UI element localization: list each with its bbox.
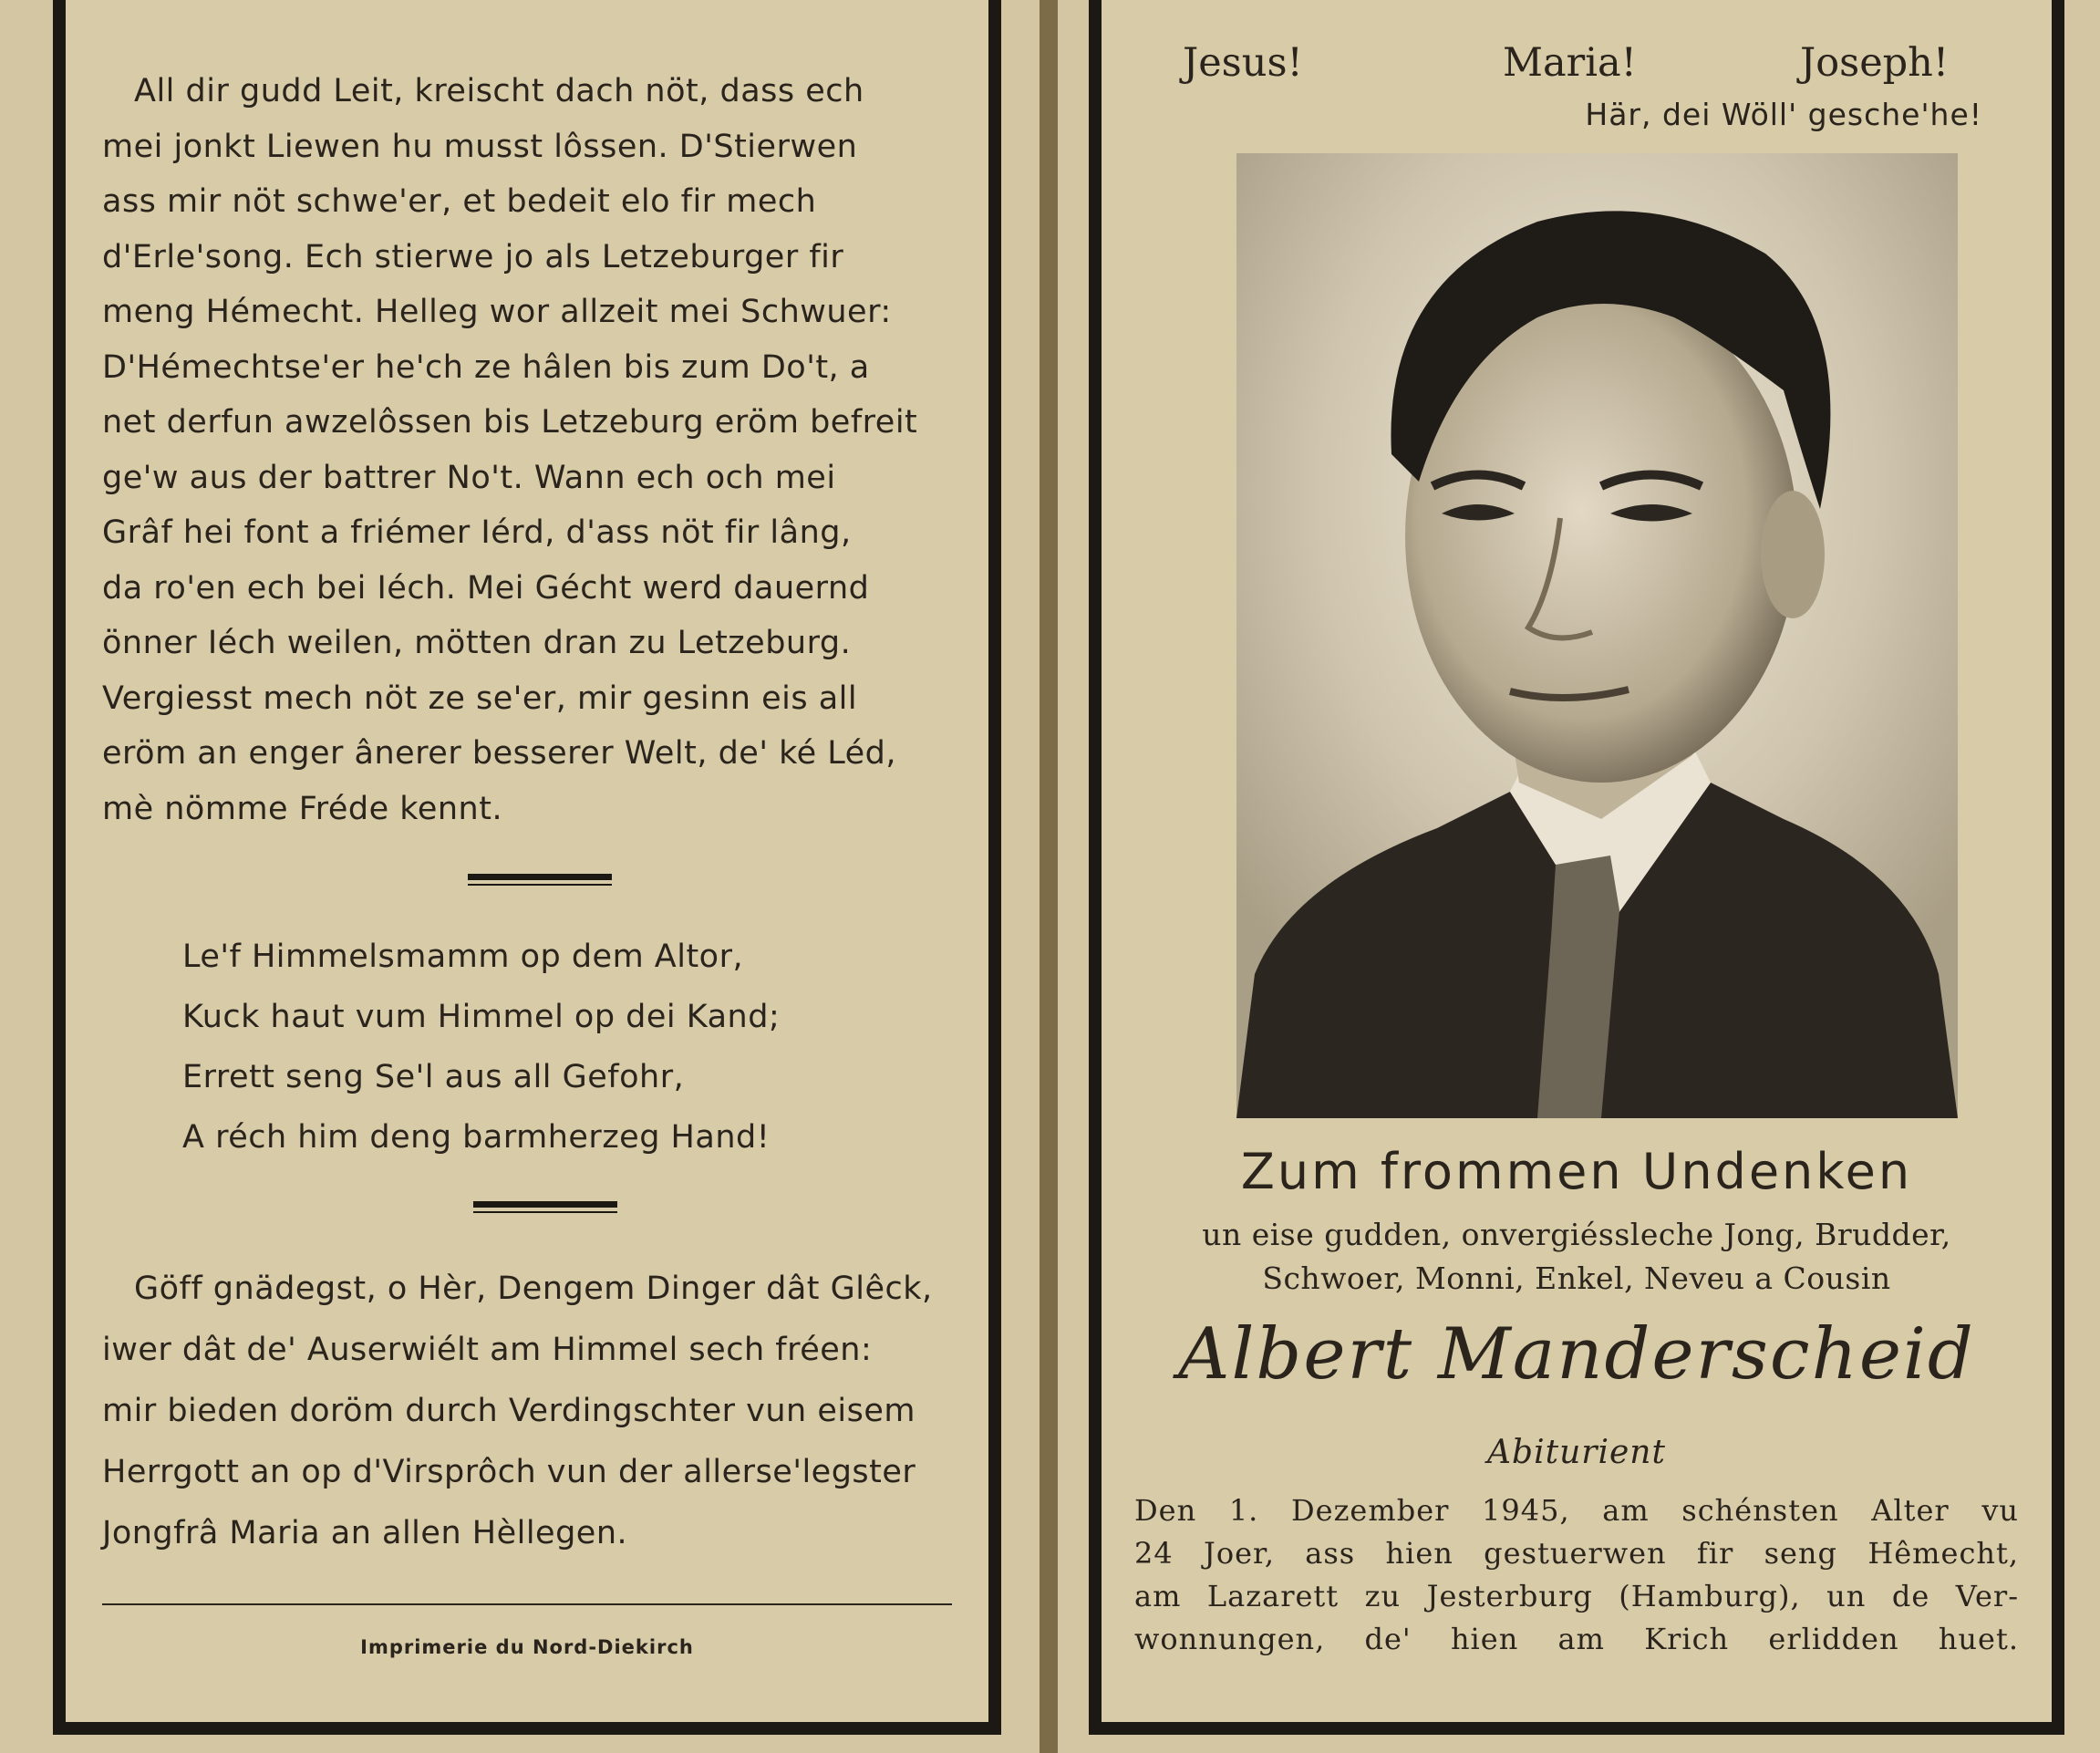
text-line: Jongfrâ Maria an allen Hèllegen. [102, 1515, 628, 1551]
text-line: iwer dât de' Auserwiélt am Himmel sech fréen: [102, 1332, 873, 1368]
text-line: mè nömme Fréde kennt. [102, 790, 503, 827]
left-page [0, 0, 1040, 1753]
text-line: ge'w aus der battrer No't. Wann ech och mei [102, 459, 836, 496]
poem-line: Kuck haut vum Himmel op dei Kand; [182, 999, 781, 1035]
portrait-photo [1236, 153, 1958, 1118]
obituary-line: Den 1. Dezember 1945, am schénsten Alter vu [1134, 1493, 2019, 1528]
occupation: Abiturient [1487, 1434, 1666, 1471]
poem [182, 927, 780, 1167]
text-line: mir bieden doröm durch Verdingschter vun eisem [102, 1393, 916, 1429]
right-page [1058, 0, 2100, 1753]
text-line: d'Erle'song. Ech stierwe jo als Letzeburger fir [102, 238, 844, 275]
obituary-text [1134, 1489, 2019, 1661]
motto: Här, dei Wöll' gesche'he! [1585, 97, 1982, 132]
footer-rule [102, 1603, 952, 1605]
text-line: mei jonkt Liewen hu musst lôssen. D'Stierwen [102, 128, 858, 165]
text-line: D'Hémechtse'er he'ch ze hâlen bis zum Do't, a [102, 348, 870, 386]
text-line: Vergiesst mech nöt ze se'er, mir gesinn eis all [102, 679, 858, 717]
poem-line: A réch him deng barmherzeg Hand! [182, 1119, 771, 1156]
family-line: Schwoer, Monni, Enkel, Neveu a Cousin [1262, 1260, 1891, 1296]
divider-rule [468, 874, 612, 880]
text-line: Grâf hei font a friémer Iérd, d'ass nöt fir lâng, [102, 514, 852, 551]
printer-credit: Imprimerie du Nord-Diekirch [360, 1636, 694, 1658]
divider-rule [473, 1201, 617, 1208]
text-line: da ro'en ech bei Iéch. Mei Gécht werd dauernd [102, 569, 870, 607]
poem-line: Le'f Himmelsmamm op dem Altor, [182, 939, 744, 975]
card-fold [1040, 0, 1058, 1753]
name-maria: Maria! [1503, 40, 1637, 86]
family-relations [1102, 1213, 2052, 1301]
memorial-title: Zum frommen Undenken [1240, 1143, 1913, 1200]
farewell-text [102, 64, 952, 836]
text-line: meng Hémecht. Helleg wor allzeit mei Schwuer: [102, 294, 892, 330]
left-black-frame [53, 0, 1001, 1735]
poem-line: Errett seng Se'l aus all Gefohr, [182, 1059, 685, 1095]
right-black-frame [1089, 0, 2064, 1735]
obituary-line: wonnungen, de' hien am Krich erlidden huet. [1134, 1622, 2019, 1656]
family-line: un eise gudden, onvergiéssleche Jong, Brudder, [1202, 1217, 1951, 1252]
text-line: ass mir nöt schwe'er, et bedeit elo fir mech [102, 183, 817, 220]
text-line: önner Iéch weilen, mötten dran zu Letzeburg. [102, 625, 852, 661]
text-line: net derfun awzelôssen bis Letzeburg eröm befreit [102, 404, 918, 441]
text-line: Göff gnädegst, o Hèr, Dengem Dinger dât Glêck, [134, 1271, 933, 1307]
holy-names [1102, 40, 2052, 95]
prayer-text [102, 1259, 952, 1564]
text-line: Herrgott an op d'Virsprôch vun der allerse'legster [102, 1454, 916, 1490]
obituary-line: 24 Joer, ass hien gestuerwen fir seng Hêmecht, [1134, 1536, 2019, 1571]
text-line: All dir gudd Leit, kreischt dach nöt, dass ech [134, 73, 864, 109]
obituary-line: am Lazarett zu Jesterburg (Hamburg), un de Ver- [1134, 1579, 2019, 1613]
name-joseph: Joseph! [1800, 40, 1950, 86]
text-line: eröm an enger ânerer besserer Welt, de' ké Léd, [102, 735, 897, 772]
deceased-name: Albert Manderscheid [1178, 1313, 1975, 1395]
name-jesus: Jesus! [1183, 40, 1303, 86]
portrait-image [1236, 153, 1958, 1118]
